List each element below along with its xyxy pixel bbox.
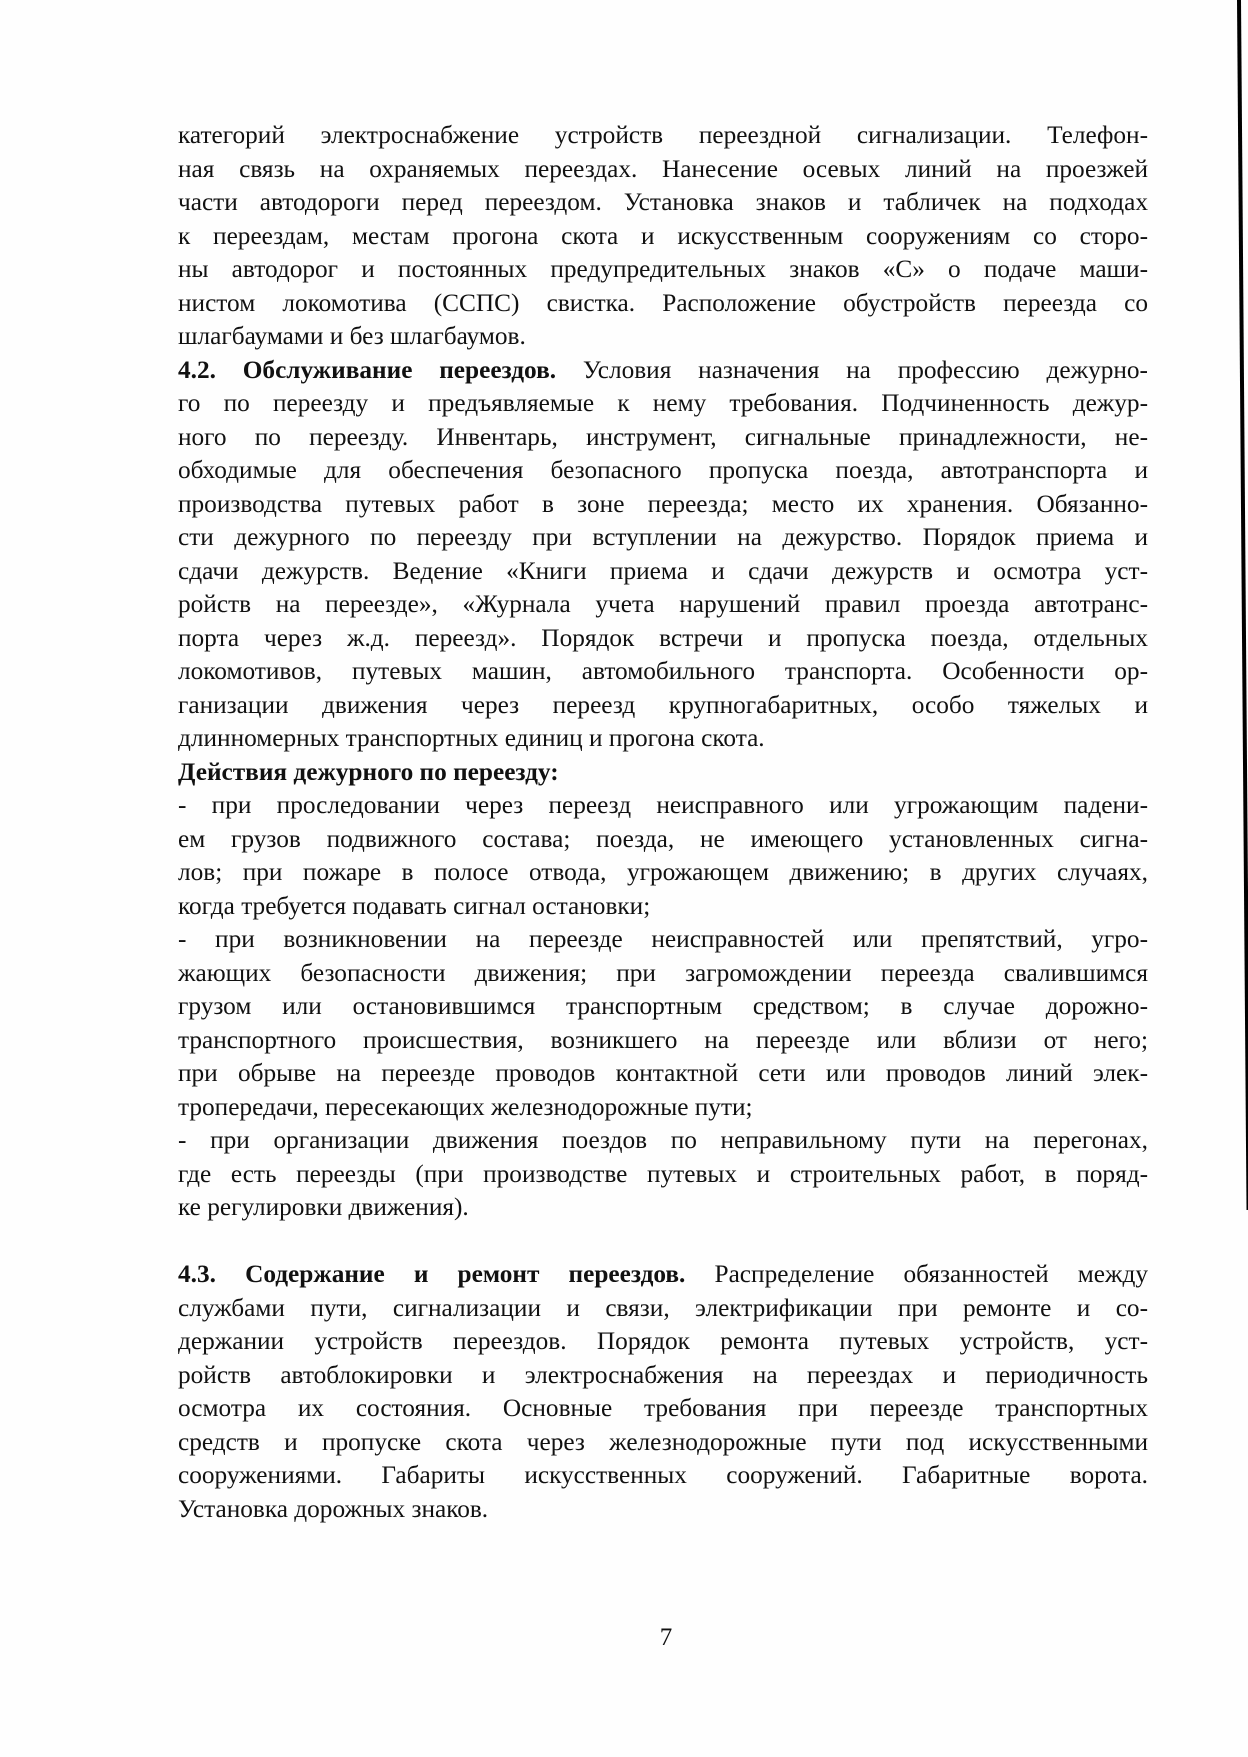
- text-line: локомотивов, путевых машин, автомобильного транспорта. Особенности ор-: [178, 657, 1148, 685]
- duty-item-1-line: - при проследовании через переезд неисправного или угрожающим падени-: [178, 791, 1148, 819]
- section-4-2-paragraph: [178, 354, 1148, 756]
- text-line: службами пути, сигнализации и связи, электрификации при ремонте и со-: [178, 1293, 1148, 1322]
- duty-item-2-line: жающих безопасности движения; при загромождении переезда свалившимся: [178, 958, 1148, 987]
- text-run: Условия назначения на профессию дежурно-: [556, 355, 1148, 384]
- text-line: держании устройств переездов. Порядок ремонта путевых устройств, уст-: [178, 1327, 1148, 1355]
- text-run: Распределение обязанностей между: [685, 1260, 1148, 1288]
- duty-item-1-line: когда требуется подавать сигнал остановки;: [178, 891, 651, 920]
- text-line: порта через ж.д. переезд». Порядок встречи и пропуска поезда, отдельных: [178, 623, 1148, 652]
- text-line: осмотра их состояния. Основные требования при переезде транспортных: [178, 1394, 1148, 1422]
- duty-item-2-line: грузом или остановившимся транспортным средством; в случае дорожно-: [178, 992, 1148, 1020]
- text-line: обходимые для обеспечения безопасного пропуска поезда, автотранспорта и: [178, 456, 1148, 484]
- duty-item-2-line: транспортного происшествия, возникшего на переезде или вблизи от него;: [178, 1025, 1148, 1054]
- section-4-2-heading: 4.2. Обслуживание переездов.: [178, 355, 557, 384]
- section-4-3-heading: 4.3. Содержание и ремонт переездов.: [178, 1260, 686, 1288]
- text-line: ная связь на охраняемых переездах. Нанесение осевых линий на проезжей: [178, 154, 1148, 183]
- duty-item-1-line: лов; при пожаре в полосе отвода, угрожающем движению; в других случаях,: [178, 858, 1148, 886]
- text-line: категорий электроснабжение устройств переездной сигнализации. Телефон-: [178, 121, 1148, 149]
- text-line: Установка дорожных знаков.: [178, 1494, 489, 1523]
- section-4-1-tail-paragraph: [178, 119, 1148, 354]
- text-line: ного по переезду. Инвентарь, инструмент, сигнальные принадлежности, не-: [178, 422, 1148, 451]
- duty-item-3-line: ке регулировки движения).: [178, 1193, 469, 1221]
- blank-line: [178, 1225, 1148, 1259]
- section-4-2-first-line: [178, 354, 1148, 388]
- duty-item-1-line: ем грузов подвижного состава; поезда, не имеющего установленных сигна-: [178, 824, 1148, 853]
- page-body: [178, 119, 1148, 1526]
- duty-item-3-line: где есть переезды (при производстве путевых и строительных работ, в поряд-: [178, 1159, 1148, 1188]
- scan-edge-border: [1237, 0, 1248, 1210]
- text-line: сдачи дежурств. Ведение «Книги приема и сдачи дежурств и осмотра уст-: [178, 556, 1148, 585]
- text-line: средств и пропуске скота через железнодорожные пути под искусственными: [178, 1427, 1148, 1456]
- text-line: части автодороги перед переездом. Установка знаков и табличек на подходах: [178, 188, 1148, 216]
- text-line: ганизации движения через переезд крупногабаритных, особо тяжелых и: [178, 690, 1148, 719]
- section-4-3-paragraph: [178, 1258, 1148, 1526]
- text-line: го по переезду и предъявляемые к нему требования. Подчиненность дежур-: [178, 389, 1148, 417]
- text-line: ны автодорог и постоянных предупредительных знаков «С» о подаче маши-: [178, 255, 1148, 283]
- section-4-3-first-line: [178, 1258, 1148, 1292]
- text-line: ройств на переезде», «Журнала учета нарушений правил проезда автотранс-: [178, 590, 1148, 618]
- text-line: длинномерных транспортных единиц и прогона скота.: [178, 724, 765, 752]
- text-line: сооружениями. Габариты искусственных сооружений. Габаритные ворота.: [178, 1461, 1148, 1489]
- page-number: 7: [659, 1624, 673, 1651]
- text-line: шлагбаумами и без шлагбаумов.: [178, 322, 526, 350]
- duties-heading: Действия дежурного по переезду:: [178, 757, 559, 786]
- text-line: сти дежурного по переезду при вступлении на дежурство. Порядок приема и: [178, 523, 1148, 551]
- text-line: нистом локомотива (ССПС) свистка. Расположение обустройств переезда со: [178, 288, 1148, 317]
- duty-item-2-line: при обрыве на переезде проводов контактной сети или проводов линий элек-: [178, 1059, 1148, 1087]
- duty-item-3-line: - при организации движения поездов по неправильному пути на перегонах,: [178, 1126, 1148, 1154]
- text-line: ройств автоблокировки и электроснабжения на переездах и периодичность: [178, 1360, 1148, 1389]
- duty-item-2-line: - при возникновении на переезде неисправностей или препятствий, угро-: [178, 925, 1148, 953]
- text-line: производства путевых работ в зоне переезда; место их хранения. Обязанно-: [178, 489, 1148, 518]
- text-line: к переездам, местам прогона скота и искусственным сооружениям со сторо-: [178, 221, 1148, 250]
- duty-item-2-line: тропередачи, пересекающих железнодорожные пути;: [178, 1092, 753, 1121]
- duties-block: [178, 756, 1148, 1225]
